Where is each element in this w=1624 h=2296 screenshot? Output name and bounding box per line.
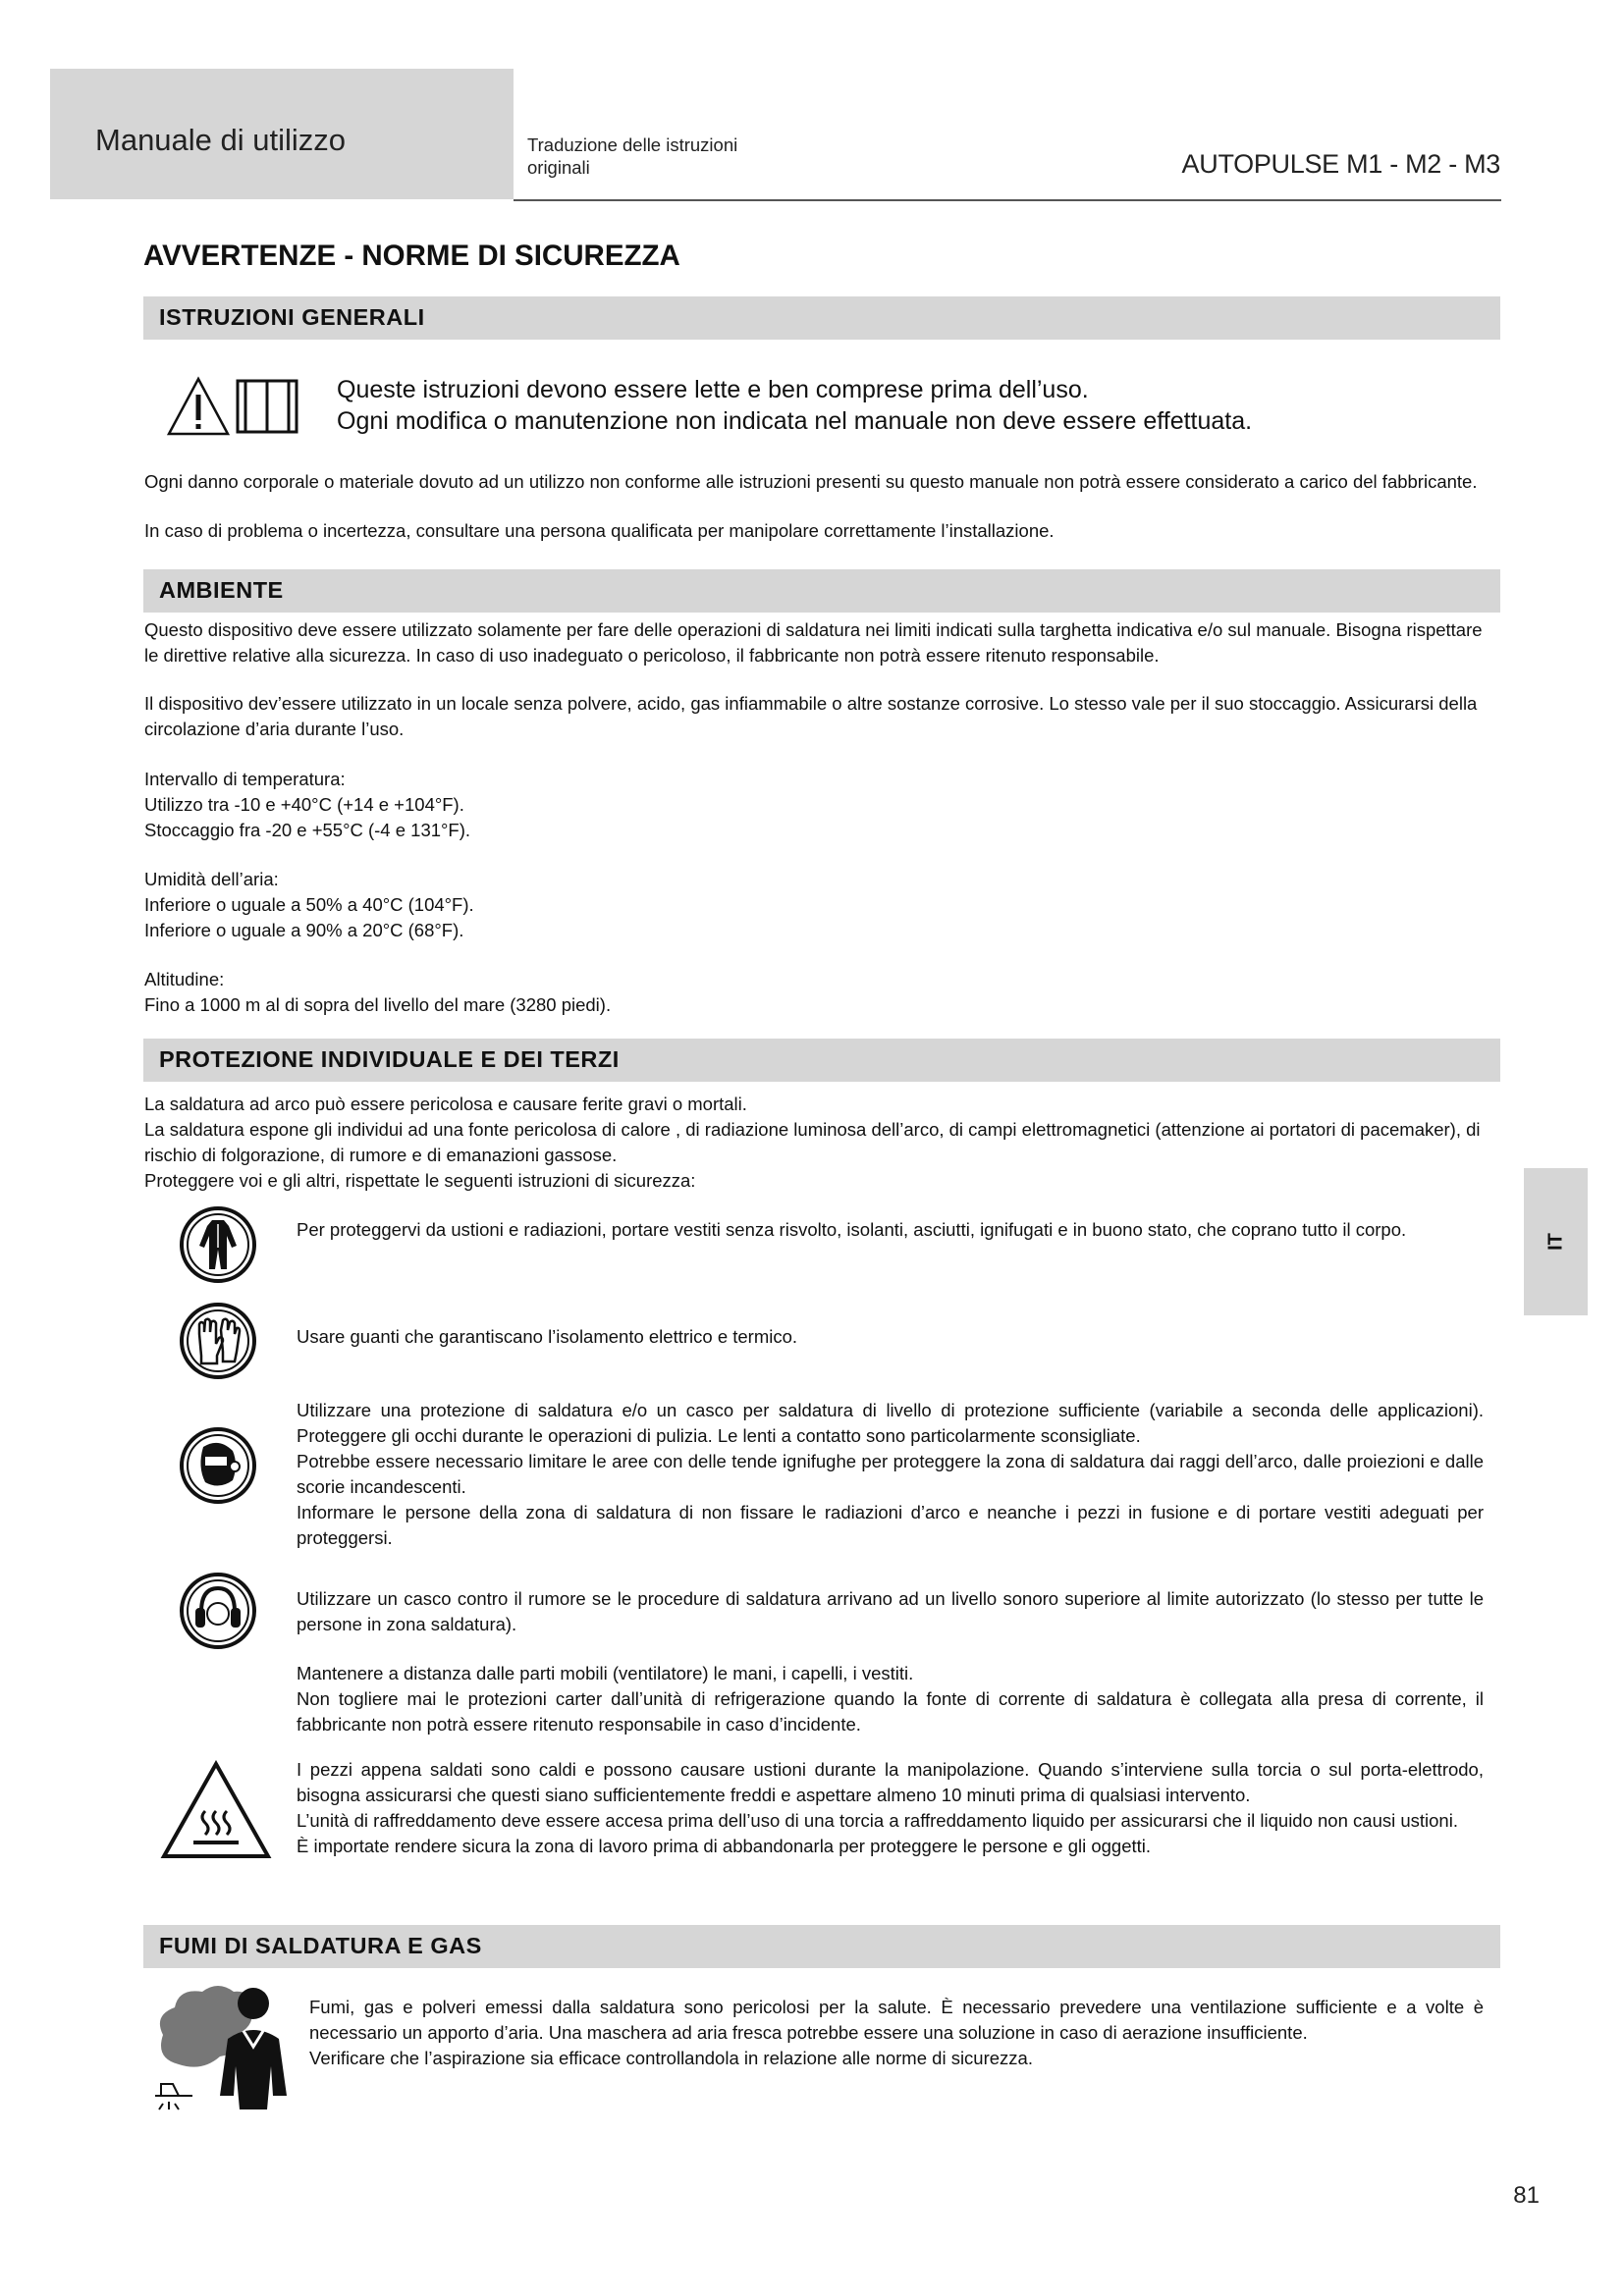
warning-manual-icon — [167, 375, 300, 438]
general-paragraph-1: Ogni danno corporale o materiale dovuto ad un utilizzo non conforme alle istruzioni presenti su questo manuale non potrà essere considerato a carico del fabbricante. — [144, 471, 1478, 492]
language-tab-label: IT — [1544, 1233, 1566, 1251]
book-icon — [238, 381, 297, 432]
protection-intro — [144, 1092, 1499, 1194]
hot-parts-text — [297, 1757, 1484, 1859]
section-title-environment: AMBIENTE — [159, 577, 284, 603]
temperature-storage: Stoccaggio fra -20 e +55°C (-4 e 131°F). — [144, 820, 471, 840]
temperature-label: Intervallo di temperatura: — [144, 769, 346, 789]
hot-surface-warning-icon — [160, 1760, 272, 1862]
header-subtitle — [527, 133, 737, 179]
product-name: AUTOPULSE M1 - M2 - M3 — [1181, 149, 1500, 179]
moving-parts-text-2: Non togliere mai le protezioni carter dall’unità di refrigerazione quando la fonte di corrente di saldatura è collegata alla presa di corrente, il fabbricante non potrà essere ritenuto responsabile in caso d’incidente. — [297, 1688, 1484, 1735]
fumes-text-2: Verificare che l’aspirazione sia efficace controllandola in relazione alle norme di sicurezza. — [309, 2048, 1033, 2068]
section-header-fumes — [143, 1925, 1500, 1968]
section-header-general — [143, 296, 1500, 340]
protective-gloves-icon — [178, 1301, 258, 1381]
protection-intro-3: Proteggere voi e gli altri, rispettate le seguenti istruzioni di sicurezza: — [144, 1170, 696, 1191]
header-subtitle-line2: originali — [527, 157, 590, 178]
mask-text-3: Informare le persone della zona di saldatura di non fissare le radiazioni d’arco e neanche i pezzi in fusione e di portare vestiti adeguati per proteggersi. — [297, 1502, 1484, 1548]
section-title-protection: PROTEZIONE INDIVIDUALE E DEI TERZI — [159, 1046, 620, 1072]
gloves-text: Usare guanti che garantiscano l’isolamento elettrico e termico. — [297, 1326, 798, 1347]
protective-clothing-icon — [178, 1204, 258, 1285]
temperature-use: Utilizzo tra -10 e +40°C (+14 e +104°F). — [144, 794, 464, 815]
protection-intro-1: La saldatura ad arco può essere pericolosa e causare ferite gravi o mortali. — [144, 1094, 747, 1114]
page-number: 81 — [1513, 2182, 1540, 2209]
fumes-text-1: Fumi, gas e polveri emessi dalla saldatura sono pericolosi per la salute. È necessario prevedere una ventilazione sufficiente e a volte è necessario un apporto d’aria. Una maschera ad aria fresca potrebbe essere una soluzione in caso di aerazione insufficiente. — [309, 1997, 1484, 2043]
general-notice — [337, 374, 1486, 437]
hot-parts-text-3: È importate rendere sicura la zona di lavoro prima di abbandonarla per proteggere le persone e gli oggetti. — [297, 1836, 1152, 1856]
page-title: AVVERTENZE - NORME DI SICUREZZA — [143, 240, 680, 272]
environment-paragraph-2: Il dispositivo dev’essere utilizzato in un locale senza polvere, acido, gas infiammabile o altre sostanze corrosive. Lo stesso vale per il suo stoccaggio. Assicurarsi della circolazione d’aria durante l’uso. — [144, 693, 1478, 739]
section-title-general: ISTRUZIONI GENERALI — [159, 304, 425, 330]
moving-parts-text-1: Mantenere a distanza dalle parti mobili (ventilatore) le mani, i capelli, i vestiti. — [297, 1663, 914, 1683]
hot-parts-text-2: L’unità di raffreddamento deve essere accesa prima dell’uso di una torcia a raffreddamento liquido per assicurarsi che il liquido non causi ustioni. — [297, 1810, 1458, 1831]
temperature-block — [144, 767, 1499, 843]
manual-title: Manuale di utilizzo — [95, 123, 347, 157]
moving-parts-text — [297, 1661, 1484, 1737]
section-title-fumes: FUMI DI SALDATURA E GAS — [159, 1933, 482, 1958]
section-header-environment — [143, 569, 1500, 613]
hot-parts-text-1: I pezzi appena saldati sono caldi e possono causare ustioni durante la manipolazione. Quando s’interviene sulla torcia o sul porta-elettrodo, bisogna assicurarsi che questi siano sufficientemente freddi e aspettare almeno 10 minuti prima di qualsiasi intervento. — [297, 1759, 1484, 1805]
language-tab — [1524, 1168, 1588, 1315]
mask-text-2: Potrebbe essere necessario limitare le aree con delle tende ignifughe per proteggere la zona di saldatura dai raggi dell’arco, dalle proiezioni e dalle scorie incandescenti. — [297, 1451, 1484, 1497]
humidity-value-1: Inferiore o uguale a 50% a 40°C (104°F). — [144, 894, 474, 915]
altitude-label: Altitudine: — [144, 969, 225, 989]
humidity-value-2: Inferiore o uguale a 90% a 20°C (68°F). — [144, 920, 464, 940]
altitude-block — [144, 967, 1499, 1018]
mask-text-1: Utilizzare una protezione di saldatura e/o un casco per saldatura di livello di protezione sufficiente (variabile a seconda delle applicazioni). Proteggere gli occhi durante le operazioni di pulizia. Le lenti a contatto sono particolarmente sconsigliate. — [297, 1400, 1484, 1446]
header-divider — [514, 199, 1501, 201]
general-notice-line2: Ogni modifica o manutenzione non indicata nel manuale non deve essere effettuata. — [337, 407, 1253, 435]
fumes-text — [309, 1995, 1484, 2071]
altitude-value: Fino a 1000 m al di sopra del livello del mare (3280 piedi). — [144, 994, 612, 1015]
mask-text — [297, 1398, 1484, 1551]
protection-intro-2: La saldatura espone gli individui ad una fonte pericolosa di calore , di radiazione luminosa dell’arco, di campi elettromagnetici (attenzione ai portatori di pacemaker), di rischio di folgorazione, di rumore e di emanazioni gassose. — [144, 1119, 1481, 1165]
humidity-block — [144, 867, 1499, 943]
general-notice-line1: Queste istruzioni devono essere lette e ben comprese prima dell’uso. — [337, 376, 1089, 403]
ear-protection-icon — [178, 1571, 258, 1651]
general-paragraph-2: In caso di problema o incertezza, consultare una persona qualificata per manipolare correttamente l’installazione. — [144, 520, 1055, 541]
clothing-text: Per proteggervi da ustioni e radiazioni, portare vestiti senza risvolto, isolanti, asciutti, ignifugati e in buono stato, che coprano tutto il corpo. — [297, 1219, 1407, 1240]
welding-mask-icon — [178, 1425, 258, 1506]
section-header-protection — [143, 1039, 1500, 1082]
humidity-label: Umidità dell’aria: — [144, 869, 279, 889]
environment-paragraph-1: Questo dispositivo deve essere utilizzato solamente per fare delle operazioni di saldatura nei limiti indicati sulla targhetta indicativa e/o sul manuale. Bisogna rispettare le direttive relative alla sicurezza. In caso di uso inadeguato o pericoloso, il fabbricante non potrà essere ritenuto responsabile. — [144, 619, 1483, 666]
header-subtitle-line1: Traduzione delle istruzioni — [527, 134, 738, 155]
welding-fumes-icon — [149, 1978, 297, 2115]
ear-protection-text: Utilizzare un casco contro il rumore se le procedure di saldatura arrivano ad un livello sonoro superiore al limite autorizzato (lo stesso per tutte le persone in zona saldatura). — [297, 1588, 1484, 1634]
